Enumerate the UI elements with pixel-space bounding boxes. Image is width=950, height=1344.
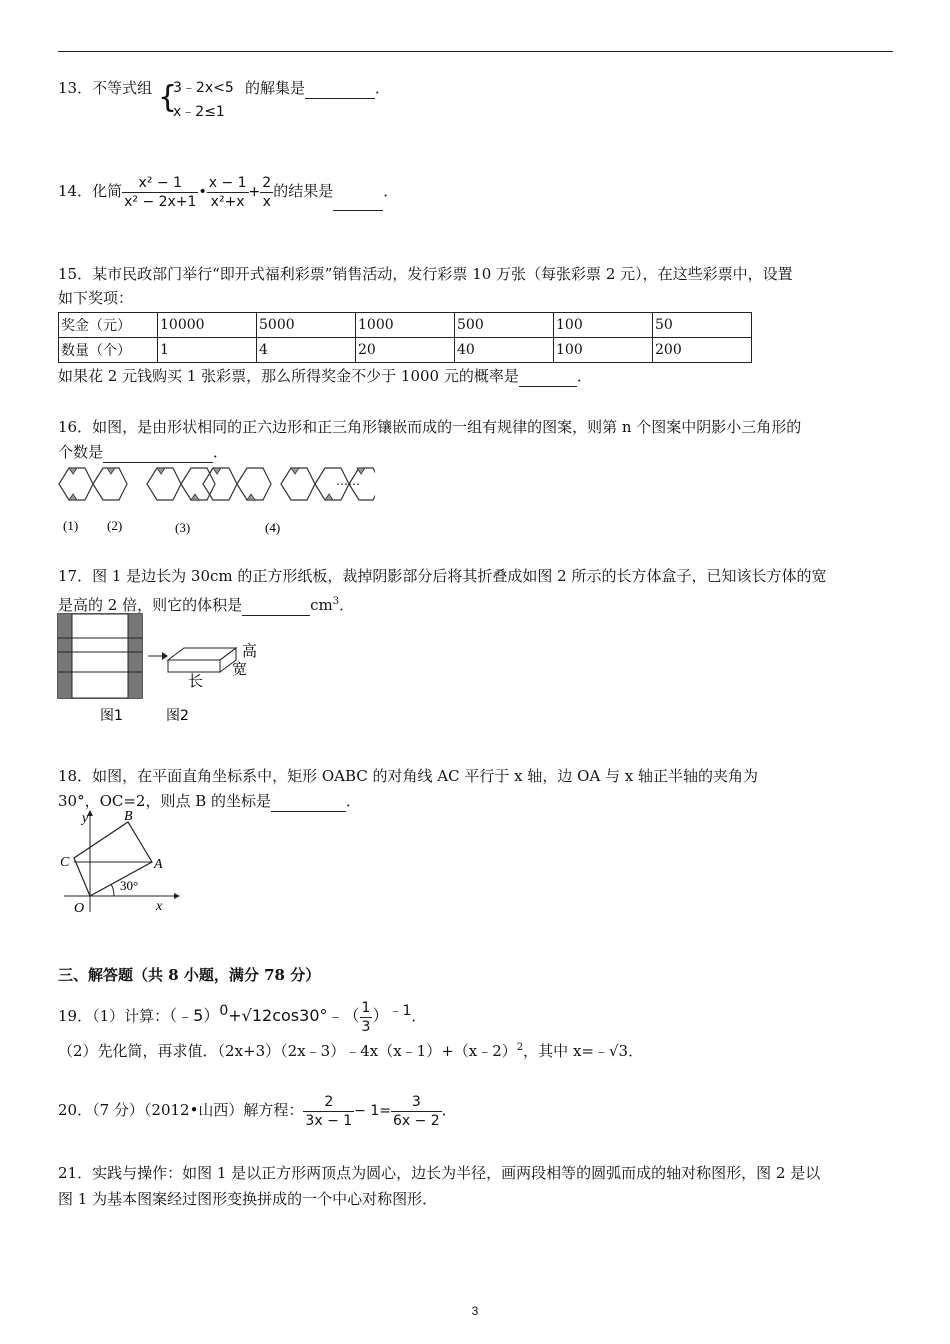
q18-blank[interactable] xyxy=(271,791,346,812)
table-cell: 1000 xyxy=(356,313,455,338)
net-center xyxy=(72,614,128,698)
q16-line2: 个数是 ． xyxy=(58,443,229,461)
question-14: 14．化简 $\frac{\text{x² − 1}}{\text{x² − 2x+1}}$ • $\frac{x - 1}{\text{x²+x}}$ + $\frac{2}{x}$ 的结果是 ． xyxy=(58,172,398,211)
table-row xyxy=(59,313,752,338)
point-b: B xyxy=(124,809,133,824)
prize-table xyxy=(58,312,752,363)
q21-line1: 21．实践与操作：如图 1 是以正方形两顶点为圆心，边长为半径，画两段相等的圆弧而成的轴对称图形，图 2 是以 xyxy=(58,1164,821,1182)
q20-frac1: $\frac{2}{3x - 1}$ xyxy=(305,1093,353,1129)
q13-blank[interactable] xyxy=(305,78,375,99)
label-width: 宽 xyxy=(232,660,248,678)
q20-frac2: $\frac{3}{6x - 2}$ xyxy=(392,1093,440,1129)
table-cell: 200 xyxy=(653,338,752,363)
q13-system xyxy=(173,76,234,124)
figure-2-caption: 图2 xyxy=(166,708,189,724)
figure-label: (2) xyxy=(107,518,123,533)
shaded-triangle xyxy=(247,494,255,500)
angle-label: 30° xyxy=(120,878,139,893)
q13-ineq1: 3﹣2x<5 xyxy=(173,80,234,96)
label-length: 长 xyxy=(188,672,204,690)
point-a: A xyxy=(154,857,163,872)
table-cell: 20 xyxy=(356,338,455,363)
question-20: 20．（7 分）（2012•山西）解方程： $\frac{2}{3x - 1}$ − 1= $\frac{3}{6x - 2}$ ． xyxy=(58,1093,457,1129)
shaded-triangle xyxy=(107,468,115,474)
q19-frac: $\frac{1}{3}$ xyxy=(361,999,371,1035)
shaded-triangle xyxy=(291,468,299,474)
table-cell: 50 xyxy=(653,313,752,338)
page-number: 3 xyxy=(471,1304,479,1318)
q14-frac1: $\frac{\text{x² − 1}}{\text{x² − 2x+1}}$ xyxy=(124,174,197,210)
box-net-figure xyxy=(56,612,276,727)
table-cell: 数量（个） xyxy=(59,338,158,363)
q15-line1: 15．某市民政部门举行“即开式福利彩票”销售活动，发行彩票 10 万张（每张彩票 2 元），在这些彩票中，设置 xyxy=(58,265,793,283)
shaded-triangle xyxy=(213,468,221,474)
q19-part2: （2）先化简，再求值．（2x+3）（2x﹣3）﹣4x（x﹣1）+（x﹣2）$^2$，其中 x=﹣√3． xyxy=(58,1042,644,1060)
q15-line2: 如下奖项： xyxy=(58,289,134,307)
shaded-triangle xyxy=(69,468,77,474)
y-label: y xyxy=(82,811,89,826)
q14-blank[interactable] xyxy=(333,172,383,211)
shaded-triangle xyxy=(191,494,199,500)
hexagon xyxy=(237,468,271,500)
x-label: x xyxy=(156,899,163,914)
hexagon xyxy=(147,468,181,500)
table-cell: 奖金（元） xyxy=(59,313,158,338)
hexagon xyxy=(59,468,93,500)
table-cell: 500 xyxy=(455,313,554,338)
q17-line2: 是高的 2 倍，则它的体积是 $cm^3$． xyxy=(58,596,355,614)
table-cell: 4 xyxy=(257,338,356,363)
q18-line1: 18．如图，在平面直角坐标系中，矩形 OABC 的对角线 AC 平行于 x 轴，边 OA 与 x 轴正半轴的夹角为 xyxy=(58,767,759,785)
hexagon xyxy=(203,468,237,500)
ellipsis: …… xyxy=(336,474,360,488)
q16-blank[interactable] xyxy=(103,442,213,463)
coordinate-figure xyxy=(56,808,186,918)
table-cell: 100 xyxy=(554,313,653,338)
q15-blank[interactable] xyxy=(519,366,577,387)
label-height: 高 xyxy=(242,642,258,660)
cut-strip-right xyxy=(128,614,142,698)
table-cell: 40 xyxy=(455,338,554,363)
box-top xyxy=(168,648,236,660)
q14-frac2: $\frac{x - 1}{\text{x²+x}}$ xyxy=(208,174,247,210)
table-cell: 10000 xyxy=(158,313,257,338)
figure-1-caption: 图1 xyxy=(100,708,123,724)
figure-label: (3) xyxy=(175,520,191,535)
q16-line1: 16．如图，是由形状相同的正六边形和正三角形镶嵌而成的一组有规律的图案，则第 n 个图案中阴影小三角形的 xyxy=(58,418,802,436)
hexagon-pattern-figure xyxy=(55,462,375,538)
table-cell: 1 xyxy=(158,338,257,363)
section-heading: 三、解答题（共 8 小题，满分 78 分） xyxy=(58,966,321,984)
table-row xyxy=(59,338,752,363)
angle-arc xyxy=(111,884,114,896)
q13-tail: 的解集是 ． xyxy=(245,79,391,97)
table-cell: 100 xyxy=(554,338,653,363)
q14-frac3: $\frac{2}{x}$ xyxy=(262,174,272,210)
point-o: O xyxy=(74,901,85,916)
table-cell: 5000 xyxy=(257,313,356,338)
question-13 xyxy=(58,78,152,98)
rectangle-oabc xyxy=(74,822,152,896)
cut-strip-left xyxy=(58,614,72,698)
q13-ineq2: x﹣2≤1 xyxy=(173,104,225,120)
figure-label: (4) xyxy=(265,520,281,535)
q18-line2: 30°，OC=2，则点 B 的坐标是 ． xyxy=(58,792,362,810)
point-c: C xyxy=(60,855,70,870)
q13-brace: { xyxy=(158,80,178,115)
q19-part1: 19．（1）计算：（﹣5）$^0$+√12cos30°﹣（ $\frac{1}{3}$ ）$^{﹣1}$． xyxy=(58,999,427,1035)
shaded-triangle xyxy=(325,494,333,500)
header-rule xyxy=(58,51,893,52)
q17-line1: 17．图 1 是边长为 30cm 的正方形纸板，裁掉阴影部分后将其折叠成如图 2 所示的长方体盒子，已知该长方体的宽 xyxy=(58,567,827,585)
q15-line3: 如果花 2 元钱购买 1 张彩票，那么所得奖金不少于 1000 元的概率是 ． xyxy=(58,367,592,385)
figure-label: (1) xyxy=(63,518,79,533)
box-front xyxy=(168,660,220,672)
q13-prefix: 13．不等式组 xyxy=(58,79,153,97)
shaded-triangle xyxy=(69,494,77,500)
x-arrow xyxy=(174,893,180,899)
shaded-triangle xyxy=(157,468,165,474)
q21-line2: 图 1 为基本图案经过图形变换拼成的一个中心对称图形． xyxy=(58,1190,438,1208)
arrow-head xyxy=(162,652,168,660)
hexagon xyxy=(281,468,315,500)
